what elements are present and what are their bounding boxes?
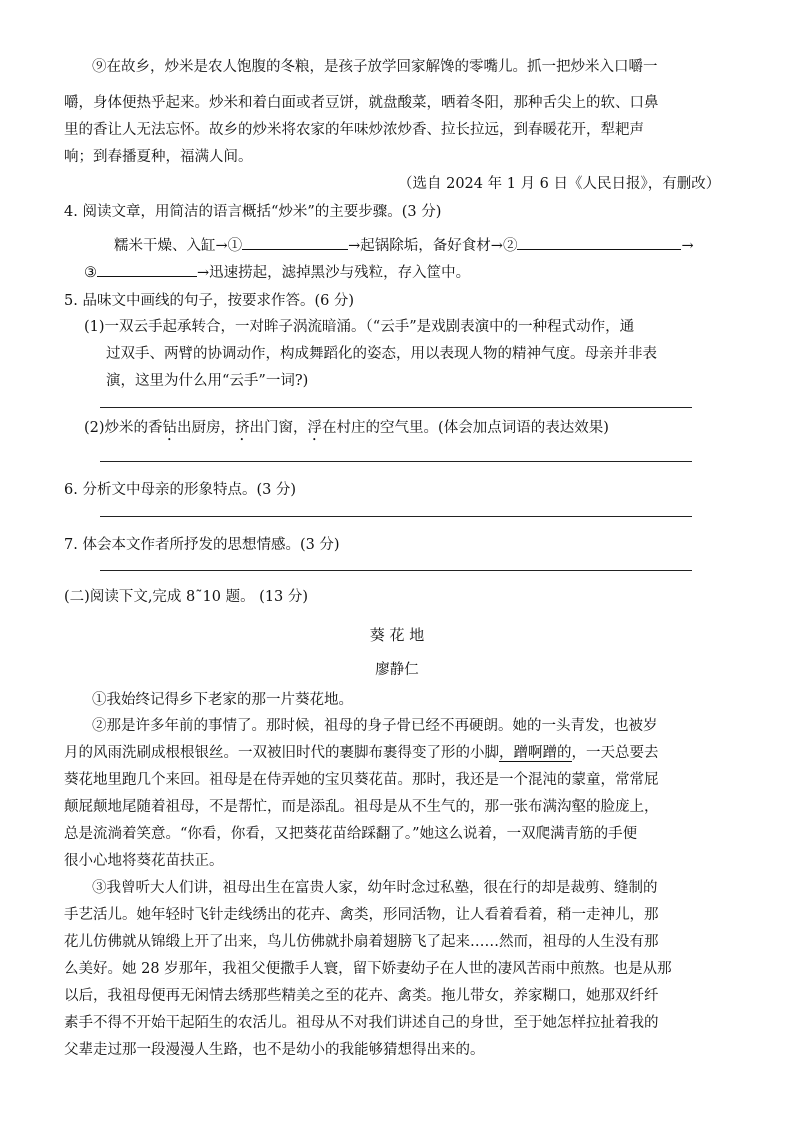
para2-line6: 很小心地将葵花苗扶正。 bbox=[64, 853, 224, 869]
para2-line5: 总是流淌着笑意。“你看，你看，又把葵花苗给踩翻了。”她这么说着，一双爬满青筋的手便 bbox=[64, 826, 638, 842]
para9-line3: 里的香让人无法忘怀。故乡的炒米将农家的年味炒浓炒香、拉长拉远，到春暖花开，犁耙声 bbox=[64, 122, 644, 138]
question-4-flow-row1 bbox=[114, 234, 694, 255]
underlined-sentence: ，蹭啊蹭的 bbox=[499, 745, 572, 761]
para9-line1: ⑨在故乡，炒米是农人饱腹的冬粮，是孩子放学回家解馋的零嘴儿。抓一把炒米入口嚼一 bbox=[92, 59, 658, 75]
para3-line5: 以后，我祖母便再无闲情去绣那些精美之至的花卉、禽类。拖儿带女，养家糊口，她那双纤纤 bbox=[64, 988, 659, 1004]
para2-line1: ②那是许多年前的事情了。那时候，祖母的身子骨已经不再硬朗。她的一头青发，也被岁 bbox=[92, 718, 658, 734]
question-4-flow-row2 bbox=[84, 261, 470, 282]
q5-sub1-line1: (1)一双云手起承转合，一对眸子涡流暗涌。（“云手”是戏剧表演中的一种程式动作，通 bbox=[84, 319, 635, 335]
para9-line4: 响；到春播夏种，福满人间。 bbox=[64, 149, 253, 165]
dotted-word-ji: 挤 bbox=[235, 420, 250, 436]
para3-line1: ③我曾听大人们讲，祖母出生在富贵人家，幼年时念过私塾，很在行的却是裁剪、缝制的 bbox=[92, 880, 658, 896]
q5-sub2-text-c: 出门窗， bbox=[249, 420, 308, 436]
answer-blank-1[interactable] bbox=[242, 234, 348, 250]
answer-line-q5-1[interactable] bbox=[100, 407, 692, 408]
para2-line2 bbox=[64, 741, 659, 762]
para3-line4: 么美好。她 28 岁那年，我祖父便撒手人寰，留下娇妻幼子在人世的凄风苦雨中煎熬。也是从那 bbox=[64, 961, 672, 977]
para3-line3: 花儿仿佛就从锦缎上开了出来，鸟儿仿佛就扑扇着翅膀飞了起来……然而，祖母的人生没有那 bbox=[64, 934, 659, 950]
q5-sub2-text-d: 在村庄的空气里。(体会加点词语的表达效果) bbox=[322, 420, 609, 436]
question-4-stem: 4. 阅读文章，用简洁的语言概括“炒米”的主要步骤。(3 分) bbox=[64, 204, 442, 220]
question-6-stem: 6. 分析文中母亲的形象特点。(3 分) bbox=[64, 482, 297, 498]
answer-line-q7[interactable] bbox=[100, 570, 692, 571]
flow-text-a: 糯米干燥、入缸→① bbox=[114, 238, 243, 254]
para3-line7: 父辈走过那一段漫漫人生路，也不是幼小的我能够猜想得出来的。 bbox=[64, 1042, 485, 1058]
answer-line-q5-2[interactable] bbox=[100, 461, 692, 462]
para2-line3: 葵花地里跑几个来回。祖母是在侍弄她的宝贝葵花苗。那时，我还是一个混沌的蒙童，常常屁 bbox=[64, 772, 659, 788]
answer-line-q6[interactable] bbox=[100, 516, 692, 517]
answer-blank-2[interactable] bbox=[517, 234, 681, 250]
section-2-heading: (二)阅读下文,完成 8˜10 题。 (13 分) bbox=[64, 589, 309, 605]
para2-line4: 颠屁颠地尾随着祖母，不是帮忙，而是添乱。祖母是从不生气的，那一张布满沟壑的脸庞上， bbox=[64, 799, 659, 815]
flow-text-c: → bbox=[681, 238, 694, 254]
flow-text-d: ③ bbox=[84, 265, 97, 281]
flow-text-e: →迅速捞起，滤掉黑沙与残粒，存入筐中。 bbox=[197, 265, 471, 281]
flow-text-b: →起锅除垢，备好食材→② bbox=[348, 238, 518, 254]
answer-blank-3[interactable] bbox=[97, 261, 197, 277]
para9-line2: 嚼，身体便热乎起来。炒米和着白面或者豆饼，就盘酸菜，晒着冬阳，那种舌尖上的软、口鼻 bbox=[64, 95, 659, 111]
question-7-stem: 7. 体会本文作者所抒发的思想情感。(3 分) bbox=[64, 537, 340, 553]
q5-sub1-line2: 过双手、两臂的协调动作，构成舞蹈化的姿态，用以表现人物的精神气度。母亲并非表 bbox=[106, 346, 657, 362]
q5-sub2-line bbox=[84, 416, 609, 444]
article-para1: ①我始终记得乡下老家的那一片葵花地。 bbox=[92, 692, 353, 708]
article-title: 葵 花 地 bbox=[369, 626, 425, 644]
dotted-word-zuan: 钻 bbox=[162, 420, 178, 436]
para2-line2-c: ，一天总要去 bbox=[571, 745, 659, 761]
para3-line2: 手艺活儿。她年轻时飞针走线绣出的花卉、禽类，形同活物，让人看着看着，稍一走神儿，那 bbox=[64, 907, 659, 923]
article-author: 廖静仁 bbox=[375, 662, 419, 678]
source-citation: （选自 2024 年 1 月 6 日《人民日报》，有删改） bbox=[398, 176, 721, 192]
q5-sub2-text-b: 出厨房， bbox=[177, 420, 236, 436]
question-5-stem: 5. 品味文中画线的句子，按要求作答。(6 分) bbox=[64, 293, 355, 309]
para2-line2-a: 月的风雨洗刷成根根银丝。一双被旧时代的裹脚布裹得变了形的小脚 bbox=[64, 745, 499, 761]
para3-line6: 素手不得不开始干起陌生的农活儿。祖母从不对我们讲述自己的身世，至于她怎样拉扯着我的 bbox=[64, 1015, 659, 1031]
q5-sub1-line3: 演，这里为什么用“云手”一词?) bbox=[106, 373, 309, 389]
q5-sub2-text-a: (2)炒米的香 bbox=[84, 420, 163, 436]
dotted-word-fu: 浮 bbox=[307, 420, 323, 436]
